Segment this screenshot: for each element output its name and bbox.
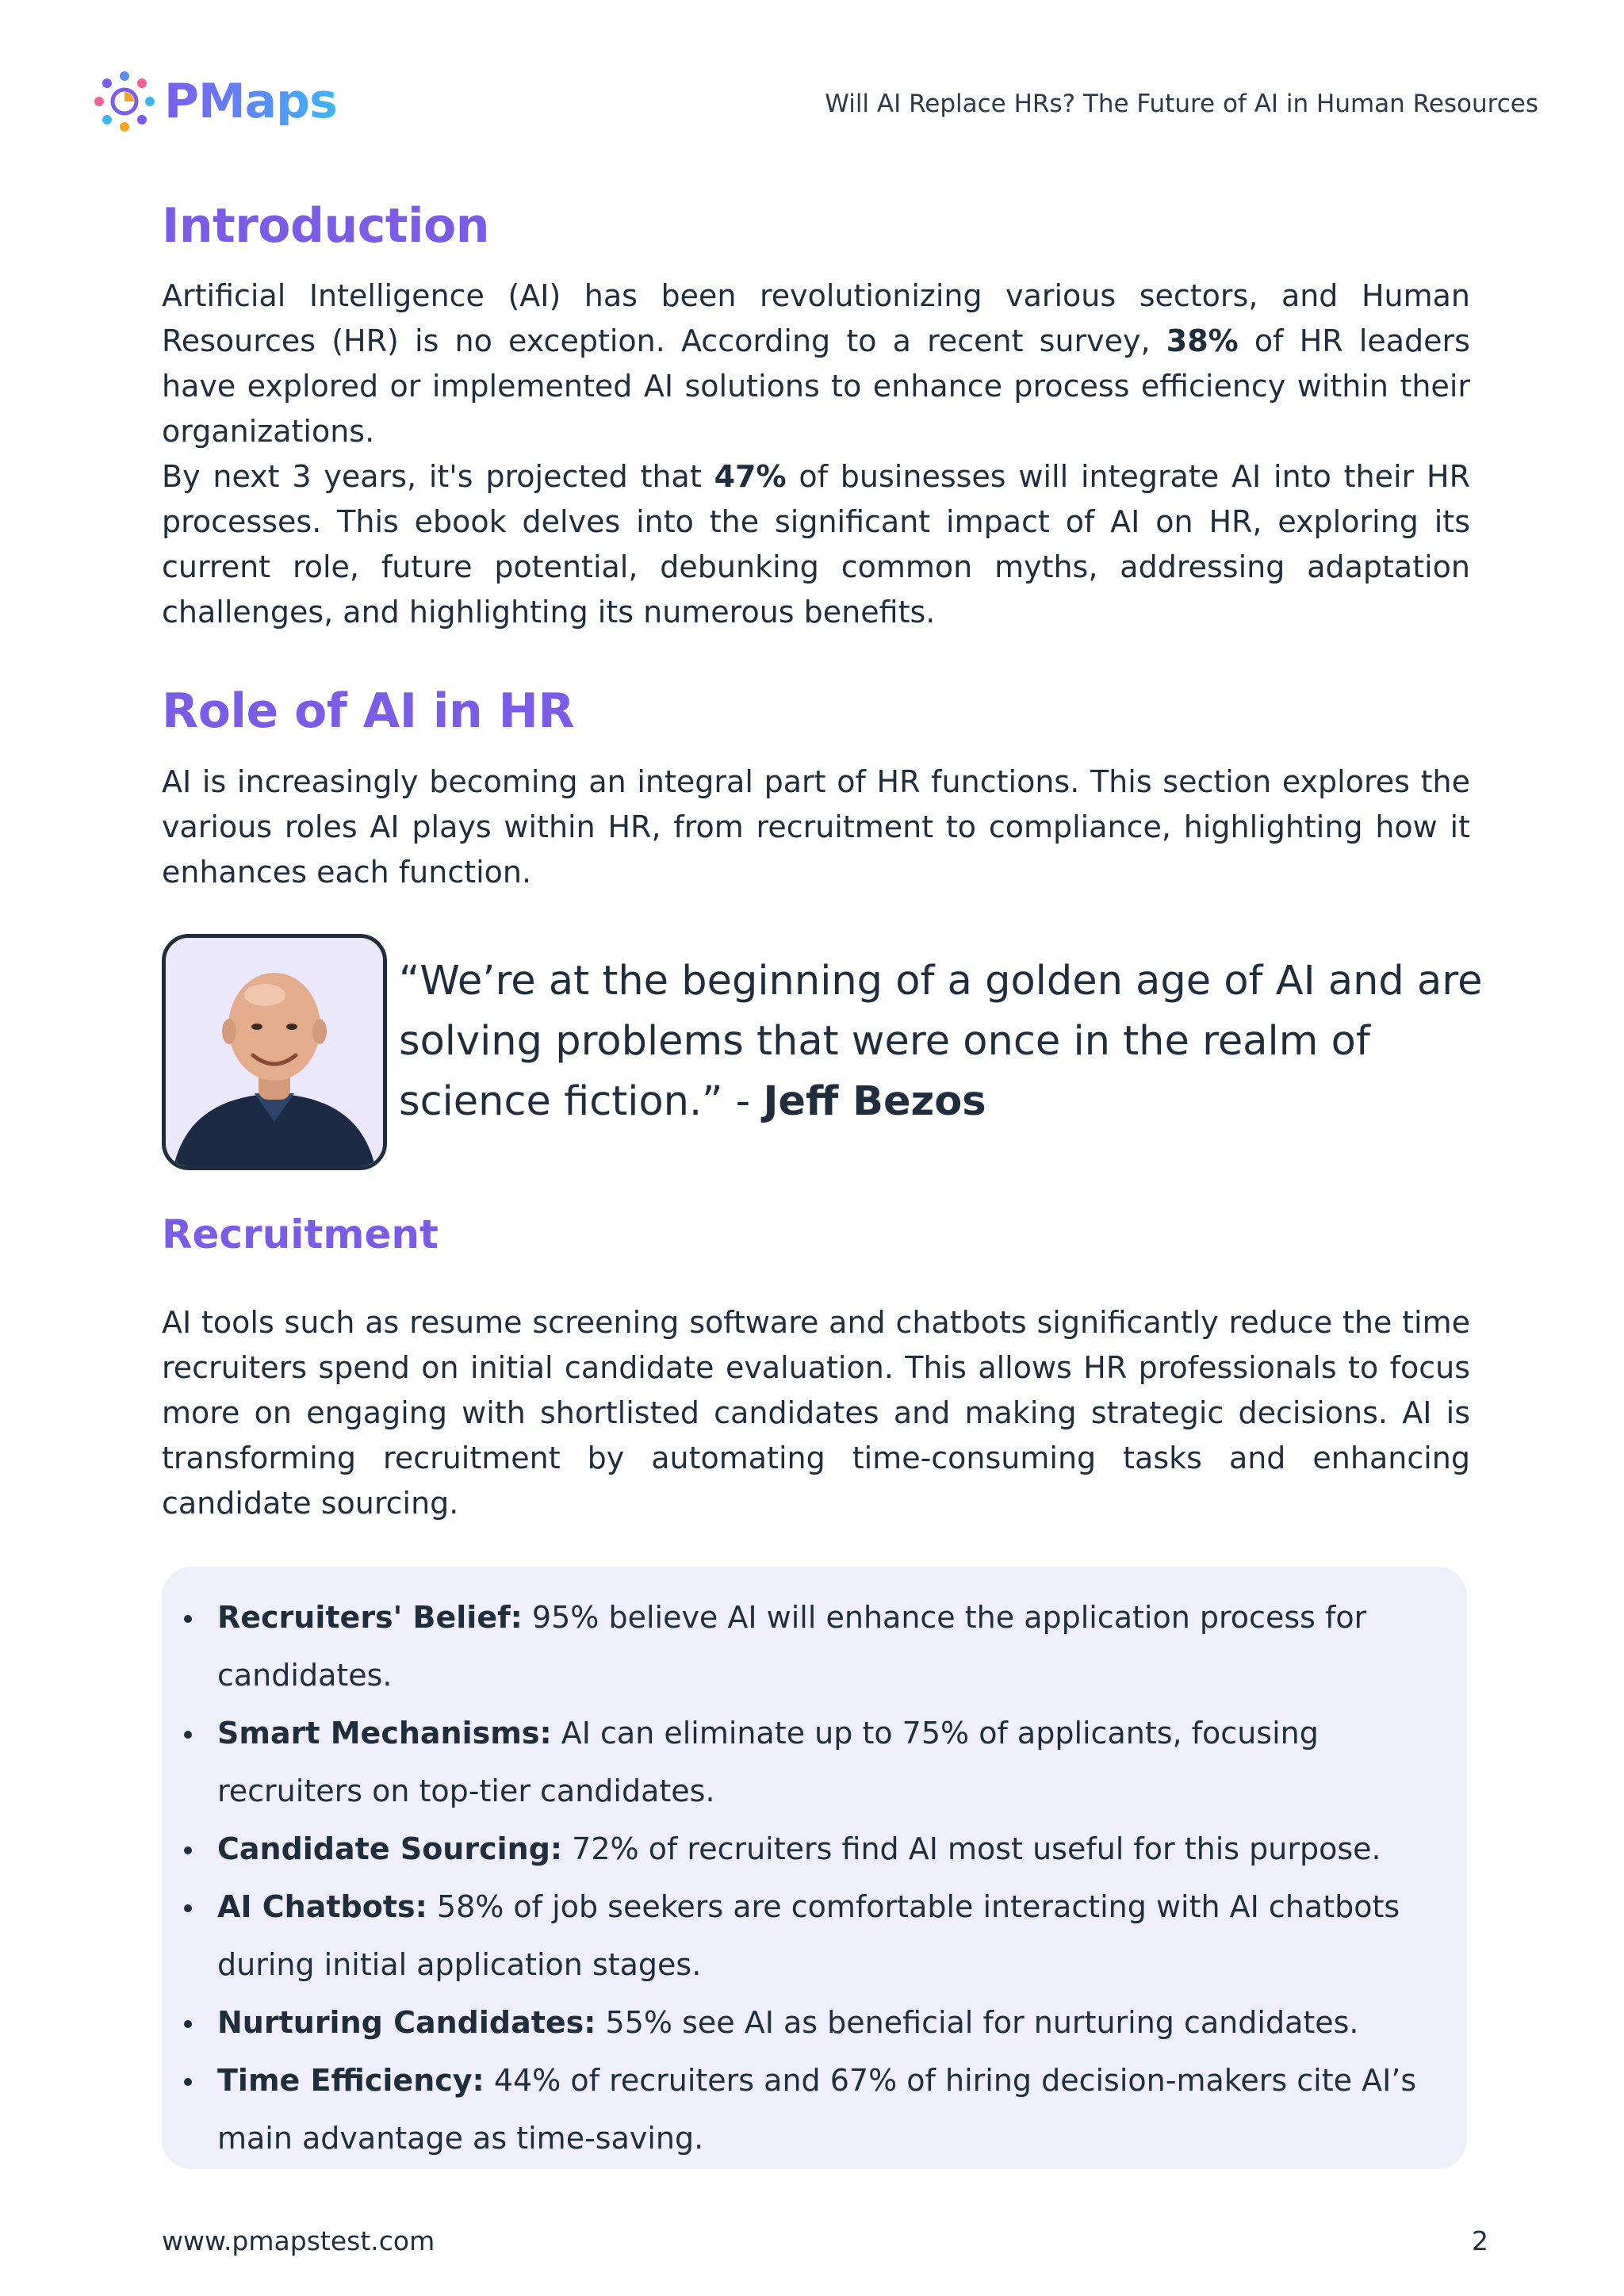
- recruitment-paragraph: AI tools such as resume screening software and chatbots significantly reduce the time recruiters spend on initial candidate evaluation. This allows HR professionals to focus more on engaging with shortlisted candidates and making strategic decisions. AI is transforming recruitment by automating time-consuming tasks and enhancing candidate sourcing.: [162, 1305, 1470, 1521]
- recruitment-stats-list: [162, 1589, 1467, 2168]
- introduction-heading: Introduction: [162, 198, 489, 254]
- list-item: Smart Mechanisms: AI can eliminate up to 75% of applicants, focusing recruiters on top-tier candidates.: [162, 1705, 1467, 1820]
- logo-wordmark: PMaps: [164, 74, 337, 129]
- footer-url[interactable]: www.pmapstest.com: [162, 2225, 435, 2256]
- role-heading: Role of AI in HR: [162, 683, 575, 739]
- list-item: Time Efficiency: 44% of recruiters and 67% of hiring decision-makers cite AI’s main advantage as time-saving.: [162, 2052, 1467, 2168]
- pmaps-logo: [90, 67, 337, 136]
- intro-paragraph-2: By next 3 years, it's projected that 47% of businesses will integrate AI into their HR processes. This ebook delves into the significant impact of AI on HR, exploring its current role, future potential, debunking common myths, addressing adaptation challenges, and highlighting its numerous benefits.: [162, 459, 1470, 629]
- quote-text: “We’re at the beginning of a golden age of AI and are solving problems that were once in the realm of science fiction.” - Jeff Bezos: [399, 958, 1483, 1125]
- list-item: AI Chatbots: 58% of job seekers are comfortable interacting with AI chatbots during initial application stages.: [162, 1878, 1467, 1994]
- list-item: Candidate Sourcing: 72% of recruiters find AI most useful for this purpose.: [162, 1820, 1467, 1878]
- list-item: Nurturing Candidates: 55% see AI as beneficial for nurturing candidates.: [162, 1994, 1467, 2052]
- portrait-photo: [162, 934, 387, 1170]
- recruitment-stats-callout: [162, 1567, 1467, 2169]
- recruitment-heading: Recruitment: [162, 1211, 439, 1257]
- role-paragraph: AI is increasingly becoming an integral part of HR functions. This section explores the various roles AI plays within HR, from recruitment to compliance, highlighting how it enhances each function.: [162, 764, 1470, 890]
- list-item: Recruiters' Belief: 95% believe AI will enhance the application process for candidates.: [162, 1589, 1467, 1705]
- intro-paragraph-1: Artificial Intelligence (AI) has been revolutionizing various sectors, and Human Resources (HR) is no exception. According to a recent survey, 38% of HR leaders have explored or implemented AI solutions to enhance process efficiency within their organizations.: [162, 278, 1470, 449]
- quote-author: Jeff Bezos: [763, 1078, 986, 1125]
- page-number: 2: [1472, 2225, 1488, 2256]
- pmaps-logo-icon: [90, 67, 159, 136]
- document-title: Will AI Replace HRs? The Future of AI in Human Resources: [825, 90, 1538, 118]
- portrait-illustration: [166, 938, 383, 1166]
